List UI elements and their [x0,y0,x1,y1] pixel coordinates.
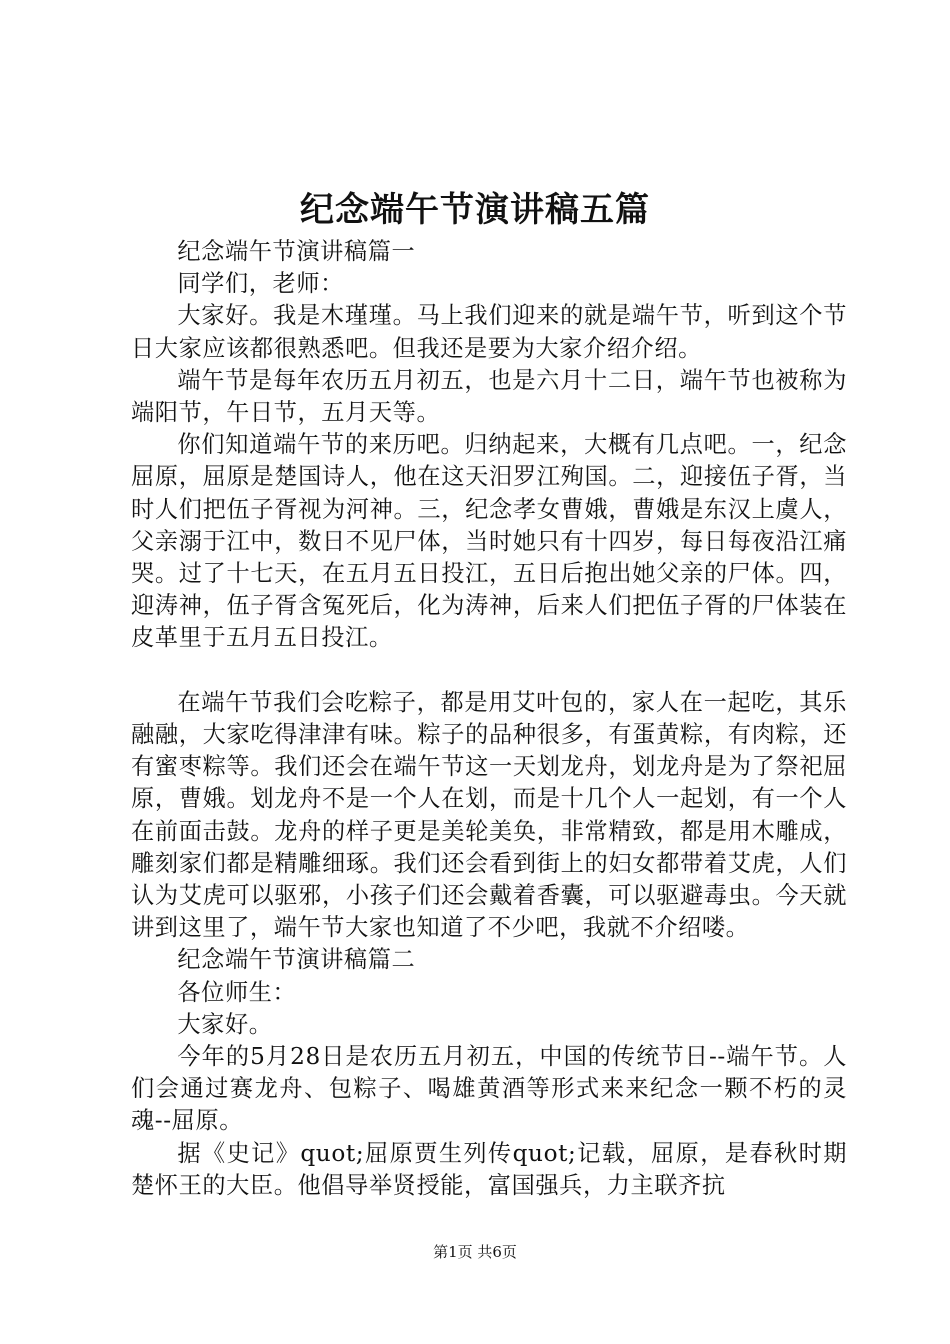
paragraph: 据《史记》quot;屈原贾生列传quot;记载，屈原，是春秋时期楚怀王的大臣。他倡导举贤授能，富国强兵，力主联齐抗 [131,1139,847,1199]
greeting: 大家好。 [177,1010,273,1038]
salutation-1: 同学们，老师： [177,270,344,298]
paragraph: 大家好。我是木瑾瑾。马上我们迎来的就是端午节，听到这个节日大家应该都很熟悉吧。但我还是要为大家介绍介绍。 [131,302,847,362]
section-heading-1: 纪念端午节演讲稿篇一 [177,238,416,265]
page-footer: 第1页 共6页 [433,1243,517,1261]
section-heading-2: 纪念端午节演讲稿篇二 [177,946,416,974]
document-title: 纪念端午节演讲稿五篇 [300,190,650,230]
paragraph: 端午节是每年农历五月初五，也是六月十二日，端午节也被称为端阳节，午日节，五月天等。 [131,366,847,427]
paragraph: 在端午节我们会吃粽子，都是用艾叶包的，家人在一起吃，其乐融融，大家吃得津津有味。粽子的品种很多，有蛋黄粽，有肉粽，还有蜜枣粽等。我们还会在端午节这一天划龙舟，划龙舟是为了祭祀屈原，曹娥。划龙舟不是一个人在划，而是十几个人一起划，有一个人在前面击鼓。龙舟的样子更是美轮美奂，非常精致，都是用木雕成，雕刻家们都是精雕细琢。我们还会看到街上的妇女都带着艾虎，人们认为艾虎可以驱邪，小孩子们还会戴着香囊，可以驱避毒虫。今天就讲到这里了，端午节大家也知道了不少吧，我就不介绍喽。 [131,688,847,942]
document-body [131,236,847,1202]
paragraph: 今年的5月28日是农历五月初五，中国的传统节日--端午节。人们会通过赛龙舟、包粽子、喝雄黄酒等形式来来纪念一颗不朽的灵魂--屈原。 [131,1043,847,1135]
paragraph: 你们知道端午节的来历吧。归纳起来，大概有几点吧。一，纪念屈原，屈原是楚国诗人，他在这天汨罗江殉国。二，迎接伍子胥，当时人们把伍子胥视为河神。三，纪念孝女曹娥，曹娥是东汉上虞人，父亲溺于江中，数日不见尸体，当时她只有十四岁，每日每夜沿江痛哭。过了十七天，在五月五日投江，五日后抱出她父亲的尸体。四，迎涛神，伍子胥含冤死后，化为涛神，后来人们把伍子胥的尸体装在皮革里于五月五日投江。 [131,431,847,652]
salutation-2: 各位师生： [177,978,297,1006]
